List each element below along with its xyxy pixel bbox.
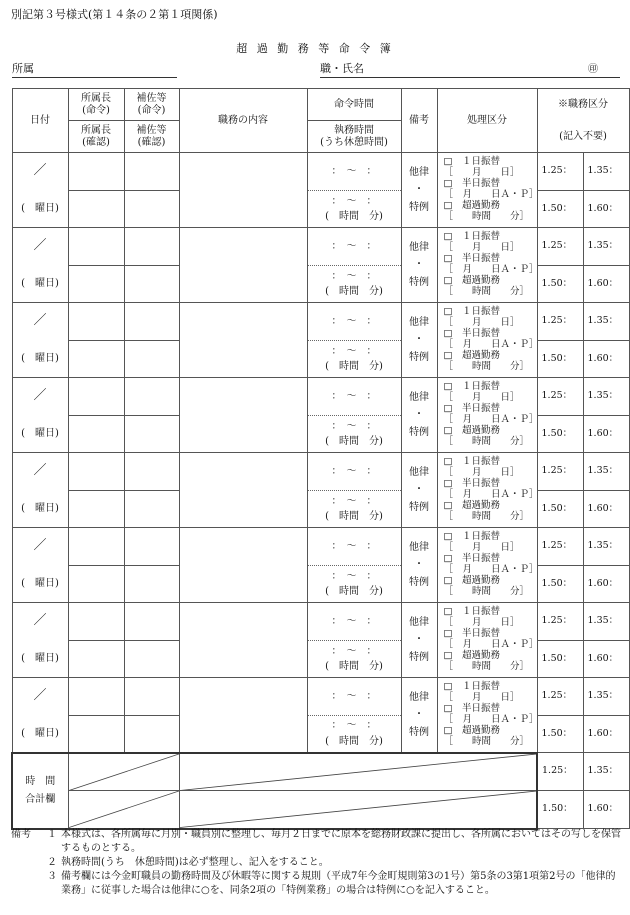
processing-option: ［ 時間 分］	[443, 360, 530, 372]
total-blank	[68, 791, 179, 829]
rate-cell: 1.35：	[583, 603, 629, 641]
total-rate-cell[interactable]: 1.25：	[537, 753, 583, 791]
order-time-cell[interactable]: ： ～ ：	[307, 678, 401, 716]
assist-confirm-cell[interactable]	[124, 191, 179, 228]
assist-confirm-cell[interactable]	[124, 266, 179, 303]
remark-option: ・	[414, 634, 424, 646]
processing-option: ［ 月 日］	[443, 691, 520, 703]
rate-cell: 1.60：	[583, 191, 629, 228]
note-number: １	[47, 829, 57, 840]
processing-option: □ １日振替	[443, 231, 500, 243]
total-label-line: 合計欄	[25, 793, 56, 805]
processing-option: □ 半日振替	[443, 702, 500, 714]
remarks-cell[interactable]	[401, 378, 437, 453]
processing-option: ［ 月 日］	[443, 317, 520, 329]
processing-option: □ 超過勤務	[443, 724, 500, 736]
duties-cell[interactable]	[179, 228, 307, 303]
notes-label: 備考	[11, 829, 31, 840]
table-row	[12, 303, 629, 341]
processing-cell[interactable]	[437, 153, 537, 228]
day-of-week[interactable]: ( 曜日)	[12, 191, 68, 228]
rate-cell: 1.60：	[583, 491, 629, 528]
remark-option: 特例	[409, 426, 429, 438]
processing-option: □ １日振替	[443, 531, 500, 543]
table-row	[12, 528, 629, 566]
chief-confirm-cell[interactable]	[68, 641, 124, 678]
rate-cell: 1.50：	[537, 416, 583, 453]
remark-option: 他律	[409, 541, 429, 553]
order-table	[11, 88, 630, 830]
processing-option: ［ 月 日］	[443, 392, 520, 404]
work-time-cell[interactable]	[307, 341, 401, 378]
chief-confirm-cell[interactable]	[68, 566, 124, 603]
chief-confirm-cell[interactable]	[68, 191, 124, 228]
dept-label: 所属	[12, 62, 34, 75]
note-number: ２	[47, 857, 57, 868]
break-time: ( 時間 分)	[325, 661, 383, 672]
assist-order-cell[interactable]	[124, 453, 179, 491]
table-row	[12, 678, 629, 716]
rate-cell: 1.35：	[583, 303, 629, 341]
form-id: 別記第３号様式(第１４条の２第１項関係)	[11, 8, 218, 21]
assist-order-cell[interactable]	[124, 678, 179, 716]
diagonal-strike	[69, 791, 179, 828]
total-rate-cell[interactable]: 1.60：	[583, 791, 629, 829]
processing-option: □ １日振替	[443, 156, 500, 168]
duties-cell[interactable]	[179, 378, 307, 453]
break-time: ( 時間 分)	[325, 211, 383, 222]
processing-option: □ 超過勤務	[443, 274, 500, 286]
work-time-range: ： ～ ：	[331, 195, 377, 207]
remark-option: 他律	[409, 691, 429, 703]
date-month-day[interactable]: ／	[12, 153, 68, 191]
order-time-cell[interactable]: ： ～ ：	[307, 153, 401, 191]
remark-option: ・	[414, 484, 424, 496]
rate-cell: 1.25：	[537, 153, 583, 191]
remark-option: 他律	[409, 241, 429, 253]
chief-confirm-cell[interactable]	[68, 491, 124, 528]
rate-cell: 1.25：	[537, 678, 583, 716]
processing-cell[interactable]	[437, 453, 537, 528]
header-job-class: ※職務区分	[537, 89, 629, 121]
processing-option: □ 半日振替	[443, 253, 500, 265]
rate-cell: 1.25：	[537, 303, 583, 341]
duties-cell[interactable]	[179, 153, 307, 228]
assist-confirm-cell[interactable]	[124, 341, 179, 378]
remark-option: 特例	[409, 726, 429, 738]
processing-option: ［ 月 日Ａ・Ｐ］	[443, 339, 539, 350]
order-time-cell[interactable]: ： ～ ：	[307, 378, 401, 416]
processing-option: □ 超過勤務	[443, 499, 500, 511]
table-row	[12, 228, 629, 266]
processing-option: ［ 時間 分］	[443, 435, 530, 447]
date-month-day[interactable]: ／	[12, 303, 68, 341]
header-work-time: 執務時間 (うち休憩時間)	[307, 121, 401, 153]
remarks-cell[interactable]	[401, 228, 437, 303]
day-of-week[interactable]: ( 曜日)	[12, 716, 68, 753]
processing-option: □ 超過勤務	[443, 349, 500, 361]
processing-option: ［ 月 日Ａ・Ｐ］	[443, 564, 539, 575]
day-of-week[interactable]: ( 曜日)	[12, 566, 68, 603]
processing-cell[interactable]	[437, 528, 537, 603]
work-time-cell[interactable]	[307, 566, 401, 603]
rate-cell: 1.25：	[537, 453, 583, 491]
work-time-cell[interactable]	[307, 491, 401, 528]
header-chief-order: 所属長 (命令)	[68, 89, 124, 121]
rate-cell: 1.25：	[537, 603, 583, 641]
header-assist-order: 補佐等 (命令)	[124, 89, 179, 121]
processing-option: ［ 時間 分］	[443, 510, 530, 522]
processing-option: ［ 時間 分］	[443, 285, 530, 297]
rate-cell: 1.50：	[537, 491, 583, 528]
rate-cell: 1.35：	[583, 453, 629, 491]
total-blank	[179, 791, 537, 829]
processing-option: □ 半日振替	[443, 478, 500, 490]
work-time-cell[interactable]	[307, 716, 401, 753]
chief-order-cell[interactable]	[68, 453, 124, 491]
rate-cell: 1.60：	[583, 416, 629, 453]
order-time-cell[interactable]: ： ～ ：	[307, 453, 401, 491]
processing-option: ［ 時間 分］	[443, 735, 530, 747]
processing-option: ［ 時間 分］	[443, 210, 530, 222]
note-text: 備考欄には今金町職員の勤務時間及び休暇等に関する規則（平成7年今金町規則第3の1号）第5条の3第1項第2号の「他律的業務」に従事した場合は他律に○を、同条2項の「特例業務」の場合は特例に○を記入すること。	[61, 871, 616, 896]
processing-option: ［ 月 日Ａ・Ｐ］	[443, 639, 539, 650]
rate-cell: 1.35：	[583, 528, 629, 566]
rate-cell: 1.35：	[583, 228, 629, 266]
total-label-line: 時 間	[25, 776, 56, 787]
date-month-day[interactable]: ／	[12, 603, 68, 641]
duties-cell[interactable]	[179, 303, 307, 378]
remarks-cell[interactable]	[401, 453, 437, 528]
seal-mark: ㊞	[588, 64, 598, 75]
rate-cell: 1.50：	[537, 716, 583, 753]
total-row	[12, 753, 629, 791]
processing-option: □ １日振替	[443, 606, 500, 618]
total-rate-cell[interactable]: 1.50：	[537, 791, 583, 829]
processing-option: □ 半日振替	[443, 553, 500, 565]
date-month-day[interactable]: ／	[12, 678, 68, 716]
remark-option: ・	[414, 334, 424, 346]
processing-option: □ 超過勤務	[443, 199, 500, 211]
rate-cell: 1.60：	[583, 716, 629, 753]
processing-cell[interactable]	[437, 228, 537, 303]
rate-cell: 1.35：	[583, 378, 629, 416]
day-of-week[interactable]: ( 曜日)	[12, 491, 68, 528]
notes	[11, 828, 623, 898]
chief-confirm-cell[interactable]	[68, 266, 124, 303]
assist-order-cell[interactable]	[124, 153, 179, 191]
rate-cell: 1.60：	[583, 341, 629, 378]
processing-cell[interactable]	[437, 378, 537, 453]
day-of-week[interactable]: ( 曜日)	[12, 641, 68, 678]
rate-cell: 1.50：	[537, 341, 583, 378]
work-time-range: ： ～ ：	[331, 495, 377, 507]
work-time-range: ： ～ ：	[331, 645, 377, 657]
rate-cell: 1.60：	[583, 266, 629, 303]
remark-option: 他律	[409, 391, 429, 403]
day-of-week[interactable]: ( 曜日)	[12, 341, 68, 378]
duties-cell[interactable]	[179, 603, 307, 678]
processing-option: ［ 月 日］	[443, 542, 520, 554]
rate-cell: 1.35：	[583, 678, 629, 716]
rate-cell: 1.50：	[537, 566, 583, 603]
remark-option: 特例	[409, 351, 429, 363]
break-time: ( 時間 分)	[325, 586, 383, 597]
processing-option: ［ 時間 分］	[443, 660, 530, 672]
assist-order-cell[interactable]	[124, 303, 179, 341]
day-of-week[interactable]: ( 曜日)	[12, 416, 68, 453]
remark-option: ・	[414, 259, 424, 271]
remarks-cell[interactable]	[401, 603, 437, 678]
break-time: ( 時間 分)	[325, 436, 383, 447]
chief-confirm-cell[interactable]	[68, 416, 124, 453]
processing-option: ［ 月 日］	[443, 242, 520, 254]
name-label: 職・氏名	[320, 62, 364, 75]
header-order-time: 命令時間	[307, 89, 401, 121]
table-row	[12, 453, 629, 491]
table-row	[12, 603, 629, 641]
work-time-range: ： ～ ：	[331, 345, 377, 357]
assist-order-cell[interactable]	[124, 528, 179, 566]
processing-option: □ 超過勤務	[443, 649, 500, 661]
rate-cell: 1.25：	[537, 528, 583, 566]
remark-option: 他律	[409, 316, 429, 328]
processing-cell[interactable]	[437, 678, 537, 753]
assist-order-cell[interactable]	[124, 228, 179, 266]
day-of-week[interactable]: ( 曜日)	[12, 266, 68, 303]
order-time-cell[interactable]: ： ～ ：	[307, 528, 401, 566]
note-text: 本様式は、各所属毎に月別・職員別に整理し、毎月２日までに原本を総務財政課に提出し、各所属においてはその写しを保管するものとする。	[61, 829, 621, 854]
work-time-cell[interactable]	[307, 266, 401, 303]
work-time-range: ： ～ ：	[331, 570, 377, 582]
remarks-cell[interactable]	[401, 678, 437, 753]
page-title: 超 過 勤 務 等 命 令 簿	[236, 42, 394, 55]
note-text: 執務時間(うち 休憩時間)は必ず整理し、記入をすること。	[61, 857, 329, 868]
chief-confirm-cell[interactable]	[68, 716, 124, 753]
rate-cell: 1.60：	[583, 641, 629, 678]
break-time: ( 時間 分)	[325, 511, 383, 522]
remark-option: 特例	[409, 576, 429, 588]
header-no-entry: (記入不要)	[537, 121, 629, 153]
processing-option: ［ 月 日］	[443, 167, 520, 179]
chief-order-cell[interactable]	[68, 603, 124, 641]
remark-option: ・	[414, 559, 424, 571]
duties-cell[interactable]	[179, 678, 307, 753]
processing-option: ［ 月 日Ａ・Ｐ］	[443, 189, 539, 200]
rate-cell: 1.60：	[583, 566, 629, 603]
processing-option: □ １日振替	[443, 456, 500, 468]
break-time: ( 時間 分)	[325, 735, 383, 747]
rate-cell: 1.25：	[537, 228, 583, 266]
assist-order-cell[interactable]	[124, 603, 179, 641]
processing-option: □ 超過勤務	[443, 574, 500, 586]
rate-cell: 1.50：	[537, 266, 583, 303]
remarks-cell[interactable]	[401, 303, 437, 378]
processing-cell[interactable]	[437, 303, 537, 378]
header-remarks: 備考	[401, 89, 437, 153]
work-time-range: ： ～ ：	[331, 720, 377, 732]
total-blank	[68, 753, 179, 791]
remarks-cell[interactable]	[401, 528, 437, 603]
work-time-cell[interactable]	[307, 416, 401, 453]
processing-option: ［ 月 日Ａ・Ｐ］	[443, 713, 539, 725]
remark-option: 他律	[409, 166, 429, 178]
assist-confirm-cell[interactable]	[124, 641, 179, 678]
chief-order-cell[interactable]	[68, 378, 124, 416]
order-time-cell[interactable]: ： ～ ：	[307, 303, 401, 341]
work-time-range: ： ～ ：	[331, 270, 377, 282]
chief-order-cell[interactable]	[68, 303, 124, 341]
total-blank	[179, 753, 537, 791]
rate-cell: 1.50：	[537, 191, 583, 228]
processing-option: □ 超過勤務	[443, 424, 500, 436]
remark-option: 特例	[409, 276, 429, 288]
work-time-cell[interactable]	[307, 191, 401, 228]
assist-confirm-cell[interactable]	[124, 716, 179, 753]
break-time: ( 時間 分)	[325, 361, 383, 372]
date-month-day[interactable]: ／	[12, 528, 68, 566]
processing-option: □ 半日振替	[443, 178, 500, 190]
note-number: ３	[47, 871, 57, 882]
remark-option: ・	[414, 184, 424, 196]
chief-confirm-cell[interactable]	[68, 341, 124, 378]
break-time: ( 時間 分)	[325, 286, 383, 297]
date-month-day[interactable]: ／	[12, 228, 68, 266]
processing-option: ［ 月 日Ａ・Ｐ］	[443, 414, 539, 425]
header-date: 日付	[12, 89, 68, 153]
assist-order-cell[interactable]	[124, 378, 179, 416]
processing-option: ［ 月 日］	[443, 467, 520, 479]
remark-option: 特例	[409, 201, 429, 213]
assist-confirm-cell[interactable]	[124, 491, 179, 528]
remark-option: ・	[414, 709, 424, 720]
assist-confirm-cell[interactable]	[124, 566, 179, 603]
processing-option: □ 半日振替	[443, 328, 500, 340]
date-month-day[interactable]: ／	[12, 378, 68, 416]
work-time-range: ： ～ ：	[331, 420, 377, 432]
date-month-day[interactable]: ／	[12, 453, 68, 491]
rate-cell: 1.50：	[537, 641, 583, 678]
duties-cell[interactable]	[179, 453, 307, 528]
chief-order-cell[interactable]	[68, 153, 124, 191]
diagonal-strike	[69, 754, 179, 791]
processing-option: □ 半日振替	[443, 403, 500, 415]
assist-confirm-cell[interactable]	[124, 416, 179, 453]
chief-order-cell[interactable]	[68, 528, 124, 566]
total-rate-cell[interactable]: 1.35：	[583, 753, 629, 791]
remark-option: 特例	[409, 651, 429, 663]
remark-option: ・	[414, 409, 424, 421]
table-row	[12, 153, 629, 191]
total-row	[12, 791, 629, 829]
chief-order-cell[interactable]	[68, 228, 124, 266]
remark-option: 他律	[409, 466, 429, 478]
remark-option: 他律	[409, 616, 429, 628]
table-row	[12, 378, 629, 416]
remarks-cell[interactable]	[401, 153, 437, 228]
order-time-cell[interactable]: ： ～ ：	[307, 228, 401, 266]
processing-option: ［ 時間 分］	[443, 585, 530, 597]
remark-option: 特例	[409, 501, 429, 513]
processing-option: □ １日振替	[443, 306, 500, 318]
processing-option: □ １日振替	[443, 680, 500, 692]
rate-cell: 1.25：	[537, 378, 583, 416]
order-time-cell[interactable]: ： ～ ：	[307, 603, 401, 641]
chief-order-cell[interactable]	[68, 678, 124, 716]
processing-option: □ 半日振替	[443, 628, 500, 640]
total-label	[12, 753, 68, 829]
diagonal-strike	[180, 754, 537, 791]
processing-option: ［ 月 日］	[443, 617, 520, 629]
processing-option: ［ 月 日Ａ・Ｐ］	[443, 489, 539, 500]
processing-option: ［ 月 日Ａ・Ｐ］	[443, 264, 539, 275]
duties-cell[interactable]	[179, 528, 307, 603]
processing-option: □ １日振替	[443, 381, 500, 393]
header-assist-confirm: 補佐等 (確認)	[124, 121, 179, 153]
dept-field[interactable]	[12, 77, 177, 78]
header-chief-confirm: 所属長 (確認)	[68, 121, 124, 153]
name-field[interactable]	[320, 77, 620, 78]
header-duties: 職務の内容	[179, 89, 307, 153]
diagonal-strike	[180, 791, 537, 828]
rate-cell: 1.35：	[583, 153, 629, 191]
work-time-cell[interactable]	[307, 641, 401, 678]
header-processing: 処理区分	[437, 89, 537, 153]
processing-cell[interactable]	[437, 603, 537, 678]
